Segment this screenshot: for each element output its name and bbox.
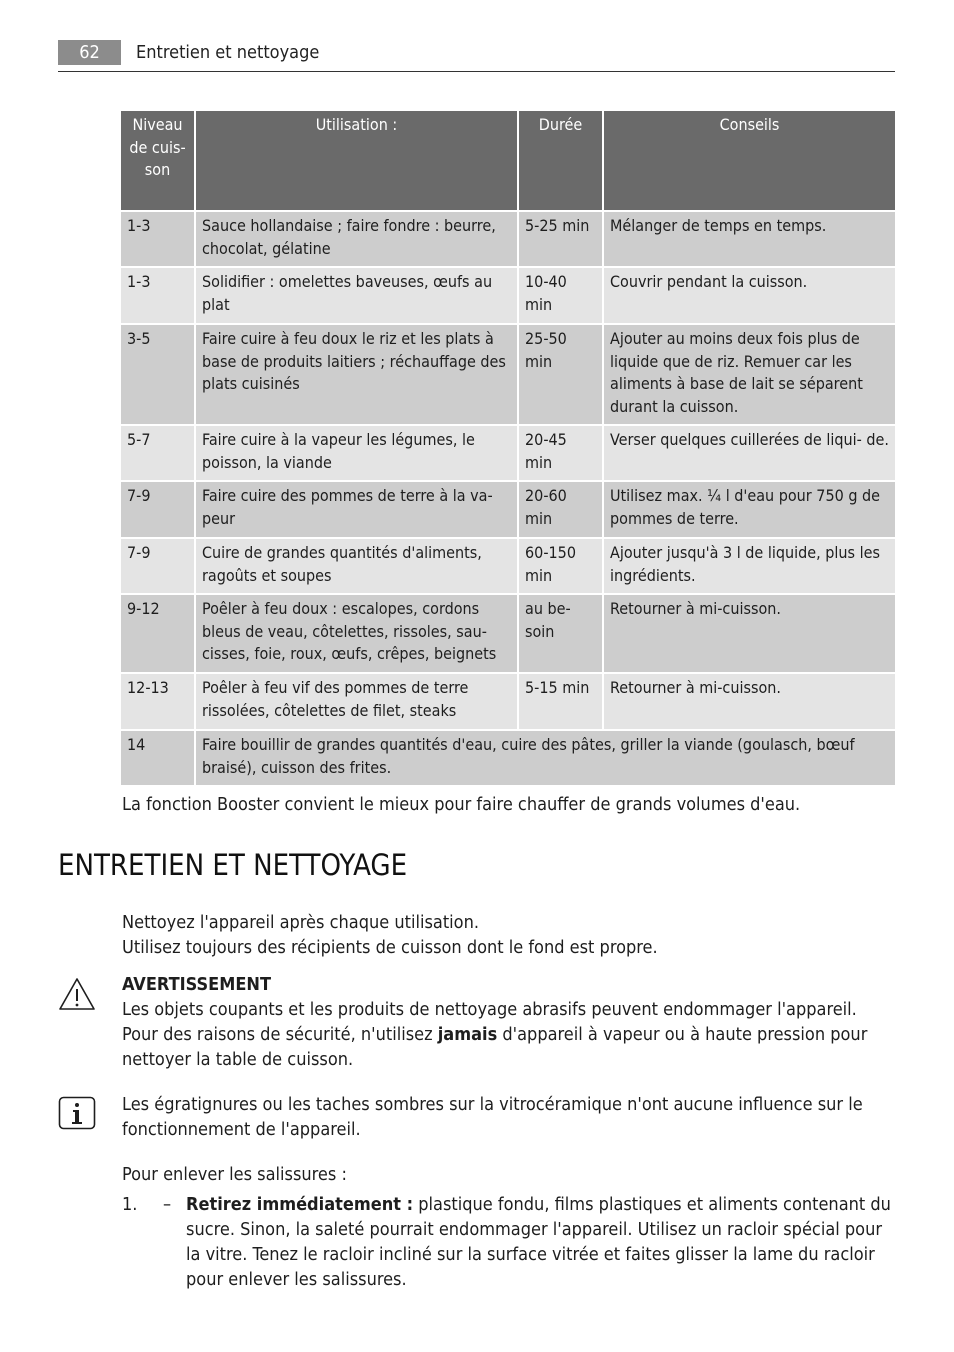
table-header-level: Niveau de cuis- son xyxy=(121,111,195,211)
cell-tip: Mélanger de temps en temps. xyxy=(603,211,895,267)
cell-use: Faire cuire des pommes de terre à la va- peur xyxy=(195,481,518,538)
cell-duration: 5-15 min xyxy=(518,673,603,730)
table-row xyxy=(121,211,895,267)
cell-duration: 25-50 min xyxy=(518,324,603,425)
intro-line: Nettoyez l'appareil après chaque utilisation. xyxy=(122,912,479,933)
table-header-duration: Durée xyxy=(518,111,603,211)
warning-block xyxy=(122,972,892,1072)
cell-level: 9-12 xyxy=(121,594,195,673)
intro-line: Utilisez toujours des récipients de cuisson dont le fond est propre. xyxy=(122,937,658,958)
cell-level: 5-7 xyxy=(121,425,195,481)
cell-use: Poêler à feu doux : escalopes, cordons bleus de veau, côtelettes, rissoles, sau- cisses, foie, roux, œufs, crêpes, beignets xyxy=(195,594,518,673)
section-intro xyxy=(122,910,658,960)
cell-tip: Ajouter jusqu'à 3 l de liquide, plus les ingrédients. xyxy=(603,538,895,594)
cell-use: Cuire de grandes quantités d'aliments, ragoûts et soupes xyxy=(195,538,518,594)
step-body xyxy=(186,1192,892,1292)
step-label: Retirez immédiatement : xyxy=(186,1194,414,1215)
cell-tip: Verser quelques cuillerées de liqui- de. xyxy=(603,425,895,481)
table-row xyxy=(121,538,895,594)
warning-line xyxy=(122,1022,892,1072)
warning-text: d'appareil à vapeur ou à haute pression pour nettoyer la table de cuisson. xyxy=(122,1024,868,1070)
header-title: Entretien et nettoyage xyxy=(136,42,320,63)
step-number: 1. xyxy=(122,1194,138,1215)
table-header-tips: Conseils xyxy=(603,111,895,211)
cell-level: 12-13 xyxy=(121,673,195,730)
table-row xyxy=(121,481,895,538)
cell-use: Solidifier : omelettes baveuses, œufs au plat xyxy=(195,267,518,324)
cell-level: 7-9 xyxy=(121,481,195,538)
cell-duration: 20-45 min xyxy=(518,425,603,481)
cell-duration: 60-150 min xyxy=(518,538,603,594)
cell-level: 3-5 xyxy=(121,324,195,425)
section-title: ENTRETIEN ET NETTOYAGE xyxy=(58,848,408,882)
cooking-levels-table xyxy=(121,111,895,787)
cell-use: Poêler à feu vif des pommes de terre rissolées, côtelettes de filet, steaks xyxy=(195,673,518,730)
cell-level: 7-9 xyxy=(121,538,195,594)
cell-tip: Couvrir pendant la cuisson. xyxy=(603,267,895,324)
step-text: plastique fondu, films plastiques et aliments contenant du sucre. Sinon, la saleté pourrait endommager l'appareil. Utilisez un racloir spécial pour la vitre. Tenez le racloir incliné sur la surface vitrée et faites glisser la lame du racloir pour enlever les salissures. xyxy=(186,1194,891,1290)
page-header xyxy=(58,40,895,72)
cell-level: 14 xyxy=(121,730,195,786)
table-row xyxy=(121,730,895,786)
info-text: Les égratignures ou les taches sombres sur la vitrocéramique n'ont aucune influence sur le fonctionnement de l'appareil. xyxy=(122,1094,863,1140)
booster-note: La fonction Booster convient le mieux pour faire chauffer de grands volumes d'eau. xyxy=(122,794,801,815)
table-row xyxy=(121,425,895,481)
cell-level: 1-3 xyxy=(121,267,195,324)
info-icon xyxy=(58,1096,96,1130)
cell-tip: Ajouter au moins deux fois plus de liquide que de riz. Remuer car les aliments à base de lait se séparent durant la cuisson. xyxy=(603,324,895,425)
cell-use: Sauce hollandaise ; faire fondre : beurre, chocolat, gélatine xyxy=(195,211,518,267)
removal-title: Pour enlever les salissures : xyxy=(122,1164,347,1185)
cell-use: Faire cuire à la vapeur les légumes, le poisson, la viande xyxy=(195,425,518,481)
cell-duration: 5-25 min xyxy=(518,211,603,267)
cell-duration: au be- soin xyxy=(518,594,603,673)
cell-tip: Retourner à mi-cuisson. xyxy=(603,594,895,673)
cell-duration: 20-60 min xyxy=(518,481,603,538)
table-row xyxy=(121,594,895,673)
cell-use: Faire cuire à feu doux le riz et les plats à base de produits laitiers ; réchauffage des plats cuisinés xyxy=(195,324,518,425)
cell-duration: 10-40 min xyxy=(518,267,603,324)
table-row xyxy=(121,267,895,324)
cell-tip: Retourner à mi-cuisson. xyxy=(603,673,895,730)
page-number: 62 xyxy=(58,40,121,65)
cell-use: Faire bouillir de grandes quantités d'eau, cuire des pâtes, griller la viande (goulasch, bœuf braisé), cuisson des frites. xyxy=(195,730,895,786)
warning-text: Pour des raisons de sécurité, n'utilisez xyxy=(122,1024,438,1045)
table-header-use: Utilisation : xyxy=(195,111,518,211)
cell-level: 1-3 xyxy=(121,211,195,267)
table-row xyxy=(121,324,895,425)
warning-emphasis: jamais xyxy=(437,1024,498,1045)
warning-line: Les objets coupants et les produits de nettoyage abrasifs peuvent endommager l'appareil. xyxy=(122,999,857,1020)
table-row xyxy=(121,673,895,730)
warning-triangle-icon xyxy=(58,977,96,1011)
step-dash: – xyxy=(163,1194,172,1215)
warning-title: AVERTISSEMENT xyxy=(122,974,272,995)
cell-tip: Utilisez max. ¼ l d'eau pour 750 g de pommes de terre. xyxy=(603,481,895,538)
